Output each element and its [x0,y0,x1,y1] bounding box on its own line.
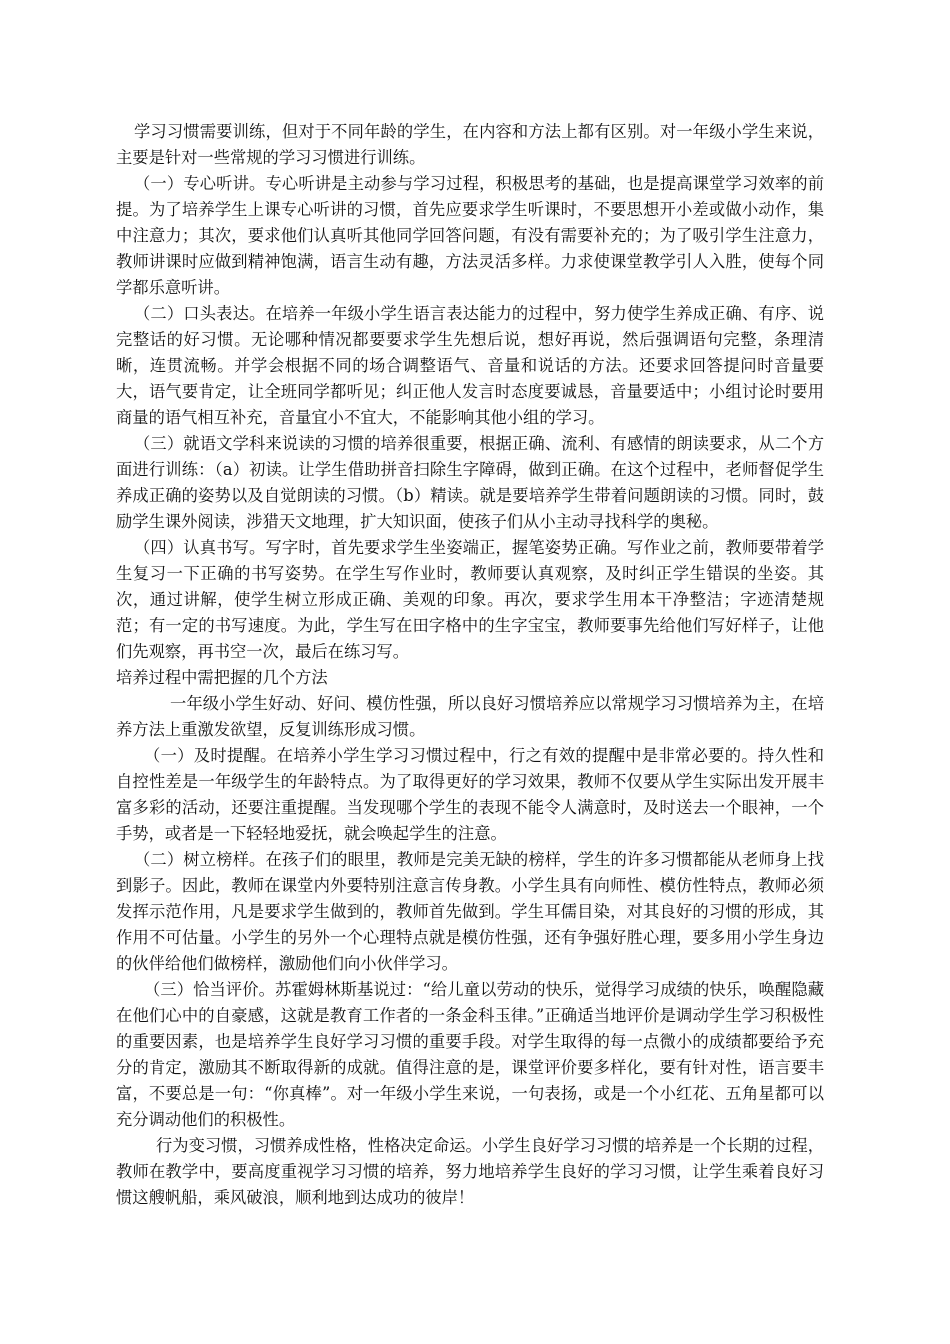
paragraph-listening: （一）专心听讲。专心听讲是主动参与学习过程，积极思考的基础，也是提高课堂学习效率的前提。为了培养学生上课专心听讲的习惯，首先应要求学生听课时，不要思想开小差或做小动作，集中注意力；其次，要求他们认真听其他同学回答问题，有没有需要补充的；为了吸引学生注意力，教师讲课时应做到精神饱满，语言生动有趣，方法灵活多样。力求使课堂教学引人入胜，使每个同学都乐意听讲。 [116,174,824,297]
section-heading: 培养过程中需把握的几个方法 [116,668,328,687]
paragraph-reading: （三）就语文学科来说读的习惯的培养很重要，根据正确、流利、有感情的朗读要求，从二个方面进行训练：（a）初读。让学生借助拼音扫除生字障碍，做到正确。在这个过程中，老师督促学生养成正确的姿势以及自觉朗读的习惯。（b）精读。就是要培养学生带着问题朗读的习惯。同时，鼓励学生课外阅读，涉猎天文地理，扩大知识面，使孩子们从小主动寻找科学的奥秘。 [116,434,824,531]
paragraph-writing: （四）认真书写。写字时，首先要求学生坐姿端正，握笔姿势正确。写作业之前，教师要带着学生复习一下正确的书写姿势。在学生写作业时，教师要认真观察，及时纠正学生错误的坐姿。其次，通过讲解，使学生树立形成正确、美观的印象。再次，要求学生用本干净整洁；字迹清楚规范；有一定的书写速度。为此，学生写在田字格中的生字宝宝，教师要事先给他们写好样子，让他们先观察，再书空一次，最后在练习写。 [116,538,824,661]
paragraph-methods-intro: 一年级小学生好动、好问、模仿性强，所以良好习惯培养应以常规学习习惯培养为主，在培养方法上重激发欲望，反复训练形成习惯。 [116,694,824,739]
paragraph-conclusion: 行为变习惯，习惯养成性格，性格决定命运。小学生良好学习习惯的培养是一个长期的过程，教师在教学中，要高度重视学习习惯的培养，努力地培养学生良好的学习习惯，让学生乘着良好习惯这艘帆船，乘风破浪，顺利地到达成功的彼岸！ [116,1136,824,1207]
paragraph-intro: 学习习惯需要训练，但对于不同年龄的学生，在内容和方法上都有区别。对一年级小学生来说，主要是针对一些常规的学习习惯进行训练。 [116,122,824,167]
paragraph-reminder: （一）及时提醒。在培养小学生学习习惯过程中，行之有效的提醒中是非常必要的。持久性和自控性差是一年级学生的年龄特点。为了取得更好的学习效果，教师不仅要从学生实际出发开展丰富多彩的活动，还要注重提醒。当发现哪个学生的表现不能令人满意时，及时送去一个眼神，一个手势，或者是一下轻轻地爱抚，就会唤起学生的注意。 [116,746,824,843]
paragraph-speaking: （二）口头表达。在培养一年级小学生语言表达能力的过程中，努力使学生养成正确、有序、说完整话的好习惯。无论哪种情况都要要求学生先想后说，想好再说，然后强调语句完整，条理清晰，连贯流畅。并学会根据不同的场合调整语气、音量和说话的方法。还要求回答提问时音量要大，语气要肯定，让全班同学都听见；纠正他人发言时态度要诚恳，音量要适中；小组讨论时要用商量的语气相互补充，音量宜小不宜大，不能影响其他小组的学习。 [116,304,824,427]
document-body [116,119,824,1211]
paragraph-evaluation: （三）恰当评价。苏霍姆林斯基说过：“给儿童以劳动的快乐，觉得学习成绩的快乐，唤醒隐藏在他们心中的自豪感，这就是教育工作者的一条金科玉律。”正确适当地评价是调动学生学习积极性的重要因素，也是培养学生良好学习习惯的重要手段。对学生取得的每一点微小的成绩都要给予充分的肯定，激励其不断取得新的成就。值得注意的是，课堂评价要多样化，要有针对性，语言要丰富，不要总是一句：“你真棒”。对一年级小学生来说，一句表扬，或是一个小红花、五角星都可以充分调动他们的积极性。 [116,980,824,1129]
paragraph-role-model: （二）树立榜样。在孩子们的眼里，教师是完美无缺的榜样，学生的许多习惯都能从老师身上找到影子。因此，教师在课堂内外要特别注意言传身教。小学生具有向师性、模仿性特点，教师必须发挥示范作用，凡是要求学生做到的，教师首先做到。学生耳儒目染，对其良好的习惯的形成，其作用不可估量。小学生的另外一个心理特点就是模仿性强，还有争强好胜心理，要多用小学生身边的伙伴给他们做榜样，激励他们向小伙伴学习。 [116,850,824,973]
